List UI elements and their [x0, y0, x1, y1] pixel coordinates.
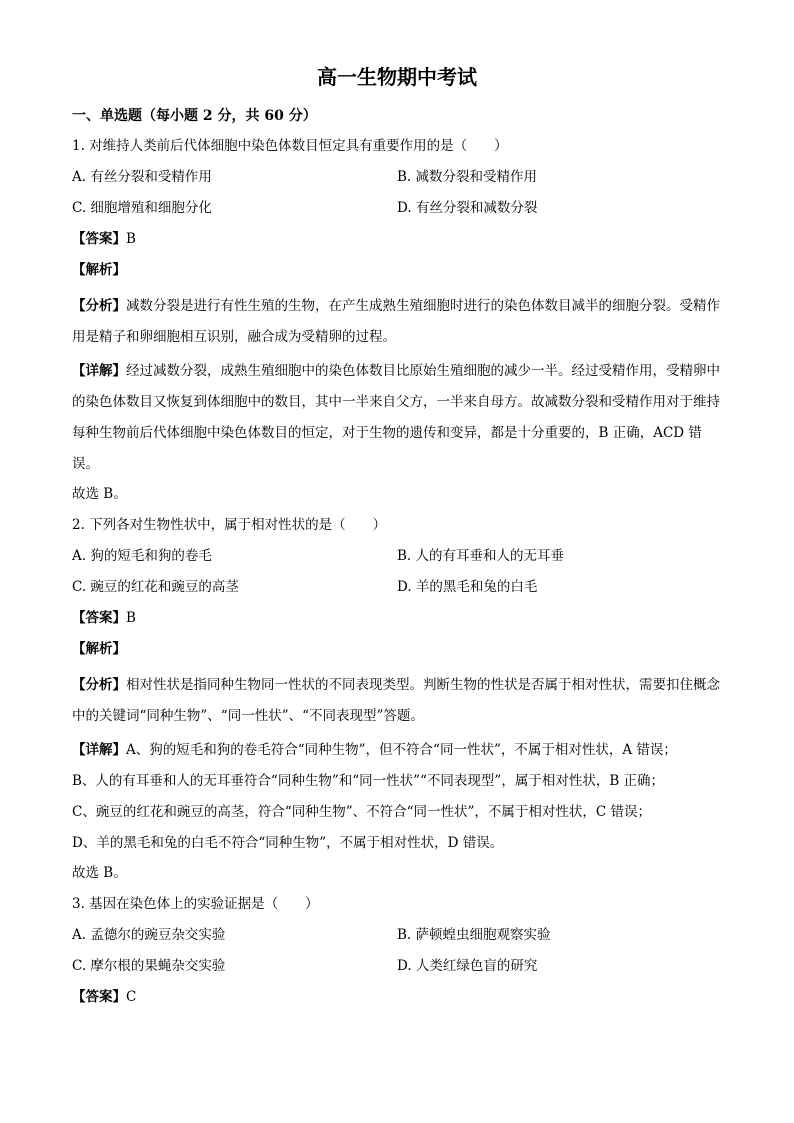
conclusion: 故选 B。: [72, 486, 127, 502]
xiangjie-line: C、豌豆的红花和豌豆的高茎，符合“同种生物”、不符合“同一性状”，不属于相对性状，C 错误；: [72, 804, 652, 820]
option-b: B. 萨顿蝗虫细胞观察实验: [397, 927, 551, 943]
option-a: A. 狗的短毛和狗的卷毛: [72, 548, 212, 564]
section-heading: 一、单选题（每小题 2 分，共 60 分）: [72, 108, 317, 124]
conclusion: 故选 B。: [72, 865, 127, 881]
answer-label: 【答案】: [72, 989, 126, 1005]
answer-label: 【答案】: [72, 610, 126, 626]
answer-line: [72, 987, 722, 1008]
xiangjie-label: 【详解】: [72, 742, 126, 758]
answer-value: C: [126, 989, 137, 1005]
option-a: A. 孟德尔的豌豆杂交实验: [72, 927, 226, 943]
answer-value: B: [126, 231, 136, 247]
analysis-label: 【解析】: [72, 641, 126, 657]
options-grid: [72, 546, 722, 598]
option-d: D. 人类红绿色盲的研究: [397, 958, 538, 974]
answer-line: [72, 608, 722, 629]
question-stem: 2. 下列各对生物性状中，属于相对性状的是（ ）: [72, 517, 387, 533]
question-stem: 1. 对维持人类前后代体细胞中染色体数目恒定具有重要作用的是（ ）: [72, 138, 508, 154]
fenxi-text: 相对性状是指同种生物同一性状的不同表现类型。判断生物的性状是否属于相对性状，需要扣住概念中的关键词“同种生物”、“同一性状”、“不同表现型”答题。: [72, 677, 720, 724]
fenxi-label: 【分析】: [72, 298, 126, 314]
xiangjie-paragraph: [72, 356, 722, 480]
xiangjie-label: 【详解】: [72, 363, 126, 379]
options-grid: [72, 167, 722, 219]
document-page: [72, 62, 722, 1018]
answer-value: B: [126, 610, 136, 626]
option-c: C. 摩尔根的果蝇杂交实验: [72, 958, 226, 974]
analysis-label: 【解析】: [72, 262, 126, 278]
fenxi-text: 减数分裂是进行有性生殖的生物，在产生成熟生殖细胞时进行的染色体数目减半的细胞分裂。受精作用是精子和卵细胞相互识别，融合成为受精卵的过程。: [72, 298, 720, 345]
xiangjie-line: D、羊的黑毛和兔的白毛不符合“同种生物”，不属于相对性状，D 错误。: [72, 835, 504, 851]
option-c: C. 细胞增殖和细胞分化: [72, 200, 212, 216]
option-b: B. 减数分裂和受精作用: [397, 169, 538, 185]
page-title: 高一生物期中考试: [317, 65, 477, 89]
xiangjie-text: 经过减数分裂，成熟生殖细胞中的染色体数目比原始生殖细胞的减少一半。经过受精作用，受精卵中的染色体数目又恢复到体细胞中的数目，其中一半来自父方，一半来自母方。故减数分裂和受精作用对于维持每种生物前后代体细胞中染色体数目的恒定，对于生物的遗传和变异，都是十分重要的，B 正确，ACD 错误。: [72, 363, 720, 472]
option-d: D. 羊的黑毛和兔的白毛: [397, 579, 538, 595]
fenxi-label: 【分析】: [72, 677, 126, 693]
question-stem: 3. 基因在染色体上的实验证据是（ ）: [72, 896, 319, 912]
options-grid: [72, 925, 722, 977]
option-b: B. 人的有耳垂和人的无耳垂: [397, 548, 565, 564]
option-c: C. 豌豆的红花和豌豆的高茎: [72, 579, 239, 595]
fenxi-paragraph: [72, 291, 722, 353]
answer-label: 【答案】: [72, 231, 126, 247]
fenxi-paragraph: [72, 670, 722, 732]
xiangjie-line: B、人的有耳垂和人的无耳垂符合“同种生物”和“同一性状”“不同表现型”，属于相对性状，B 正确；: [72, 773, 665, 789]
answer-line: [72, 229, 722, 250]
option-a: A. 有丝分裂和受精作用: [72, 169, 212, 185]
option-d: D. 有丝分裂和减数分裂: [397, 200, 538, 216]
xiangjie-line: 【详解】A、狗的短毛和狗的卷毛符合“同种生物”，但不符合“同一性状”，不属于相对性状，A 错误；: [72, 742, 677, 758]
